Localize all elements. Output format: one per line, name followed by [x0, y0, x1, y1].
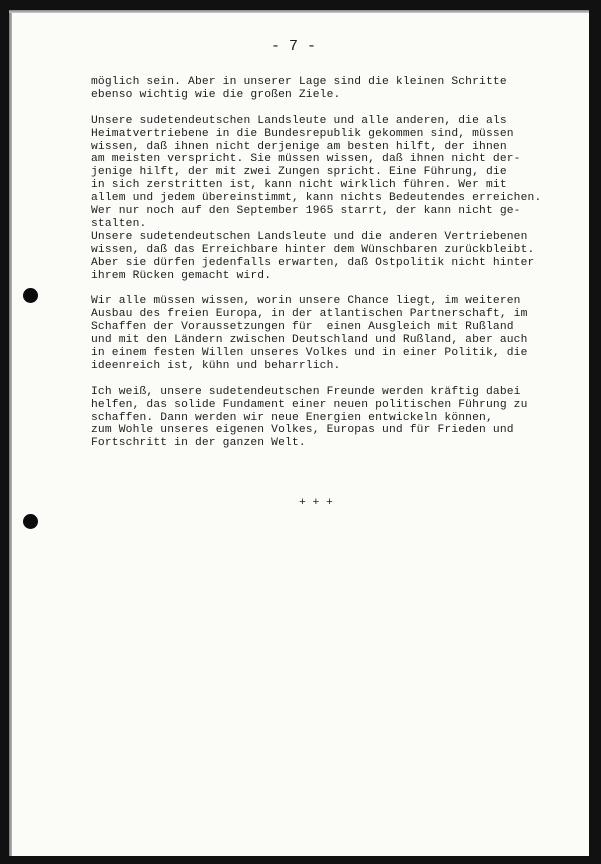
body-text — [91, 76, 581, 450]
punch-hole-upper — [23, 288, 38, 303]
text-line: stalten. — [91, 217, 147, 230]
text-line: wissen, daß das Erreichbare hinter dem Wünschbaren zurückbleibt. — [91, 243, 535, 256]
text-line: am meisten verspricht. Sie müssen wissen, daß ihnen nicht der- — [91, 153, 521, 166]
page-edge-top — [9, 10, 589, 13]
paragraph-2 — [91, 115, 581, 283]
text-line: Unsere sudetendeutschen Landsleute und alle anderen, die als — [91, 114, 507, 127]
text-line: Unsere sudetendeutschen Landsleute und die anderen Vertriebenen — [91, 230, 528, 243]
text-line: Schaffen der Voraussetzungen für einen Ausgleich mit Rußland — [91, 321, 514, 334]
paragraph-3 — [91, 295, 581, 372]
text-line: Fortschritt in der ganzen Welt. — [91, 437, 306, 450]
text-line: Ausbau des freien Europa, in der atlantischen Partnerschaft, im — [91, 308, 528, 321]
text-line: in einem festen Willen unseres Volkes und in einer Politik, die — [91, 347, 528, 359]
paragraph-1 — [91, 76, 581, 102]
paragraph-4 — [91, 386, 581, 451]
text-line: ihrem Rücken gemacht wird. — [91, 269, 272, 282]
text-line: wissen, daß ihnen nicht derjenige am besten hilft, der ihnen — [91, 140, 507, 153]
document-page — [9, 10, 589, 856]
text-line: allem und jedem übereinstimmt, kann nichts Bedeutendes erreichen. — [91, 192, 542, 205]
text-line: ebenso wichtig wie die großen Ziele. — [91, 88, 341, 101]
page-number: - 7 - — [271, 38, 317, 55]
text-line: zum Wohle unseres eigenen Volkes, Europas und für Frieden und — [91, 424, 514, 437]
text-line: und mit den Ländern zwischen Deutschland und Rußland, aber auch — [91, 334, 528, 347]
text-line: Wir alle müssen wissen, worin unsere Chance liegt, im weiteren — [91, 295, 521, 308]
end-mark: + + + — [299, 497, 333, 509]
text-line: ideenreich ist, kühn und beharrlich. — [91, 359, 341, 372]
text-line: Ich weiß, unsere sudetendeutschen Freunde werden kräftig dabei — [91, 385, 521, 398]
page-edge-left — [9, 10, 12, 856]
text-line: jenige hilft, der mit zwei Zungen spricht. Eine Führung, die — [91, 166, 507, 179]
text-line: möglich sein. Aber in unserer Lage sind die kleinen Schritte — [91, 76, 507, 88]
text-line: in sich zerstritten ist, kann nicht wirklich führen. Wer mit — [91, 179, 507, 192]
text-line: Aber sie dürfen jedenfalls erwarten, daß Ostpolitik nicht hinter — [91, 256, 535, 269]
punch-hole-lower — [23, 514, 38, 529]
text-line: Heimatvertriebene in die Bundesrepublik gekommen sind, müssen — [91, 127, 514, 140]
text-line: Wer nur noch auf den September 1965 starrt, der kann nicht ge- — [91, 205, 521, 218]
text-line: schaffen. Dann werden wir neue Energien entwickeln können, — [91, 411, 493, 424]
text-line: helfen, das solide Fundament einer neuen politischen Führung zu — [91, 398, 528, 411]
